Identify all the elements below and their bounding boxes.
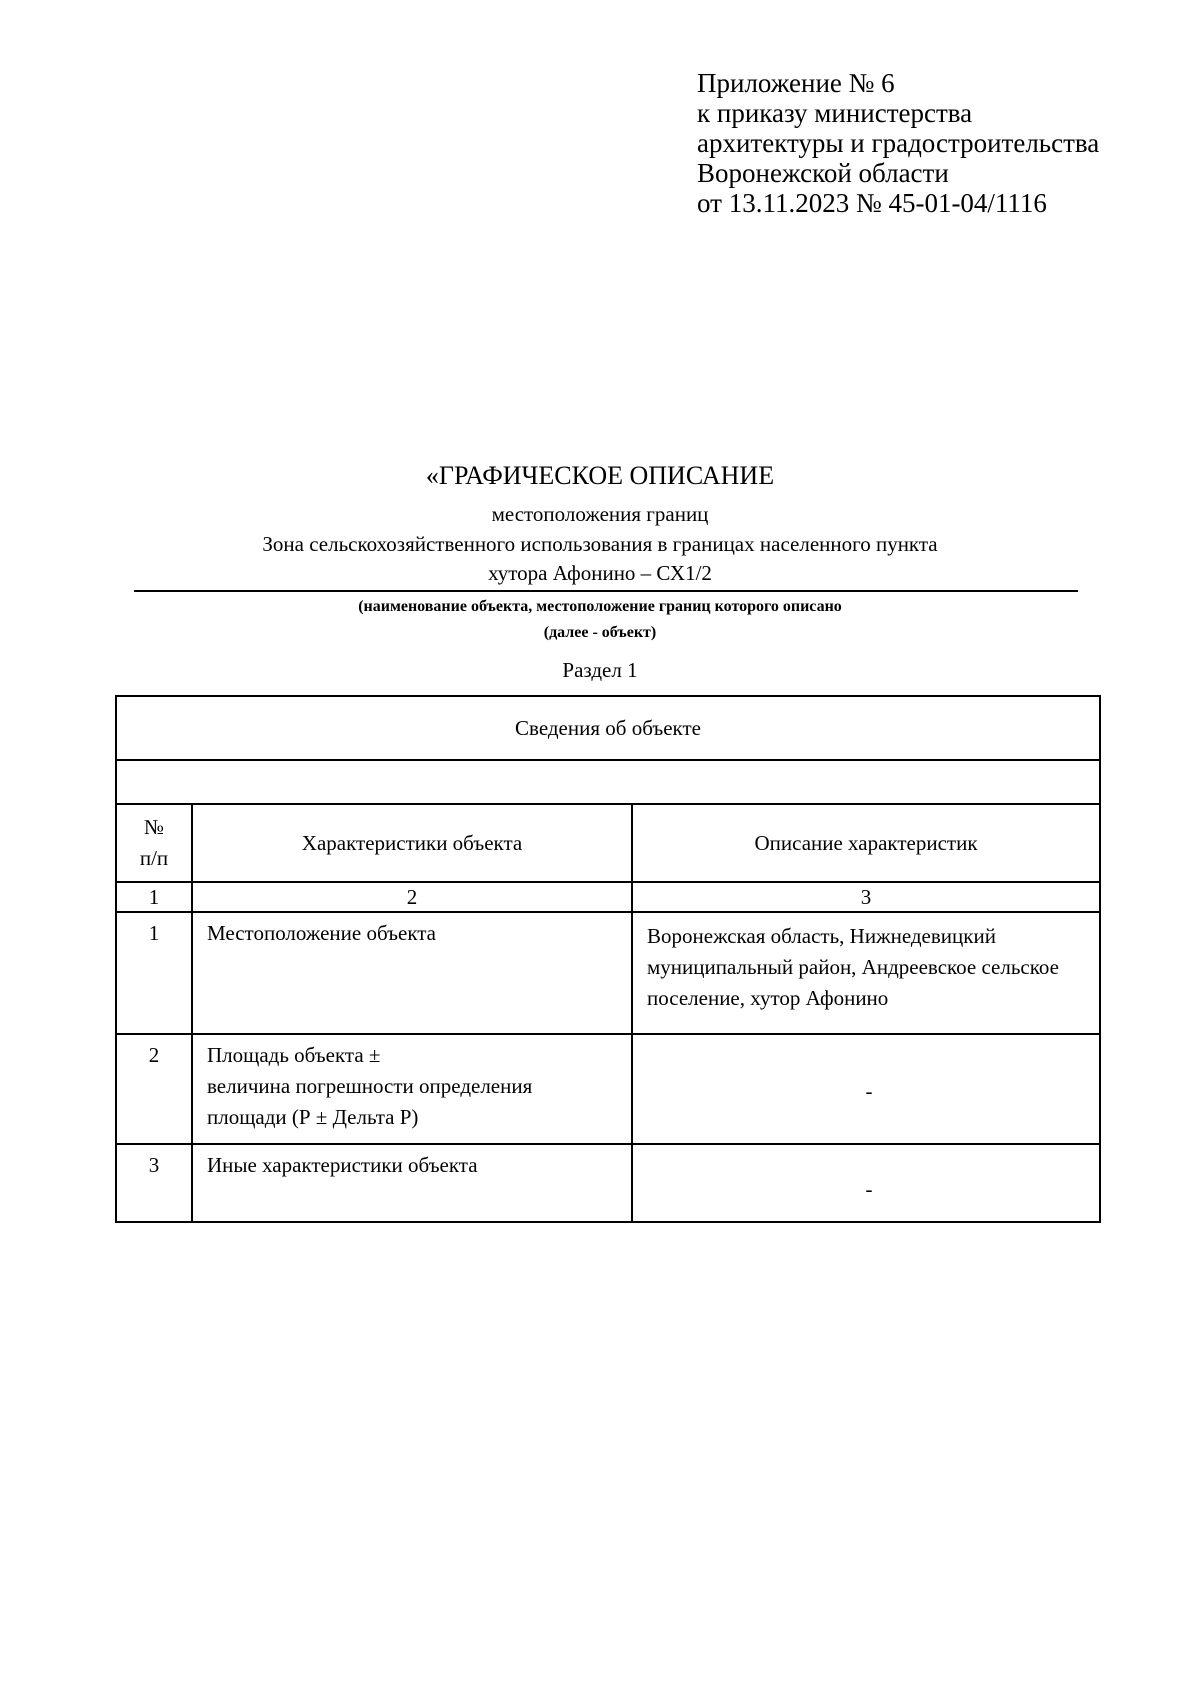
appendix-ministry-line: архитектуры и градостроительства	[697, 128, 1100, 158]
row-characteristic-line-3: площади (Р ± Дельта Р)	[207, 1105, 419, 1129]
caption-line-1: (наименование объекта, местоположение границ которого описано	[358, 598, 842, 615]
table-blank-row	[116, 760, 1100, 804]
appendix-date-line: от 13.11.2023 № 45-01-04/1116	[697, 188, 1047, 218]
blank-cell	[116, 760, 1100, 804]
appendix-region-line: Воронежской области	[697, 158, 949, 188]
column-header-row	[116, 804, 1100, 882]
object-name-caption	[0, 594, 1200, 646]
row-description: -	[632, 1144, 1100, 1222]
object-info-table	[115, 695, 1101, 1223]
document-title: «ГРАФИЧЕСКОЕ ОПИСАНИЕ	[425, 461, 775, 490]
column-header-num-line-1: №	[143, 815, 165, 839]
row-number: 1	[116, 912, 192, 1034]
column-number-3: 3	[632, 882, 1100, 912]
row-characteristic	[192, 1034, 632, 1144]
row-description: Воронежская область, Нижнедевицкий муниципальный район, Андреевское сельское поселение, хутор Афонино	[632, 912, 1100, 1034]
caption-line-2: (далее - объект)	[543, 624, 657, 641]
column-header-num-line-2: п/п	[139, 846, 169, 870]
section-label: Раздел 1	[562, 658, 638, 682]
object-name	[0, 530, 1200, 588]
object-name-line-1: Зона сельскохозяйственного использования в границах населенного пункта	[262, 532, 938, 556]
document-subtitle: местоположения границ	[491, 502, 709, 526]
row-characteristic: Местоположение объекта	[192, 912, 632, 1034]
table-row	[116, 912, 1100, 1034]
appendix-reference	[697, 68, 1099, 218]
row-characteristic-line-2: величина погрешности определения	[207, 1074, 533, 1098]
row-characteristic-line-1: Площадь объекта ±	[207, 1043, 381, 1067]
column-number-row	[116, 882, 1100, 912]
table-row	[116, 1034, 1100, 1144]
table-row	[116, 1144, 1100, 1222]
appendix-order-line: к приказу министерства	[697, 98, 973, 128]
column-header-description: Описание характеристик	[632, 804, 1100, 882]
column-number-2: 2	[192, 882, 632, 912]
appendix-number: Приложение № 6	[697, 68, 895, 98]
row-number: 3	[116, 1144, 192, 1222]
row-number: 2	[116, 1034, 192, 1144]
row-characteristic: Иные характеристики объекта	[192, 1144, 632, 1222]
row-description: -	[632, 1034, 1100, 1144]
column-header-num	[116, 804, 192, 882]
column-header-characteristic: Характеристики объекта	[192, 804, 632, 882]
object-name-line-2: хутора Афонино – СХ1/2	[488, 561, 712, 585]
column-number-1: 1	[116, 882, 192, 912]
underline-divider	[134, 590, 1078, 592]
table-header: Сведения об объекте	[116, 696, 1100, 760]
table-header-row	[116, 696, 1100, 760]
